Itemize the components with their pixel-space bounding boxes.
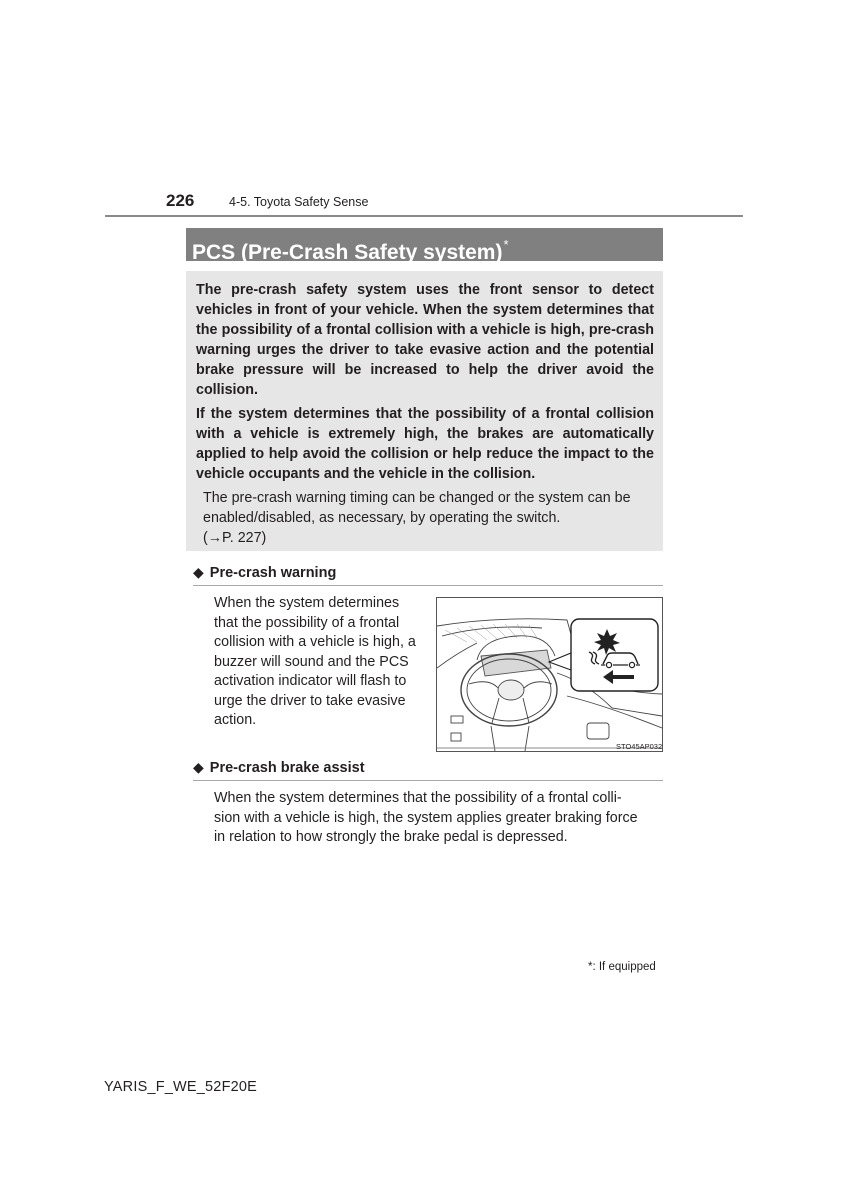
pre-crash-warning-text	[214, 594, 424, 731]
text-line: in relation to how strongly the brake pedal is depressed.	[214, 829, 568, 845]
text-line: that the possibility of a frontal	[214, 614, 400, 631]
text-line: action.	[214, 712, 257, 728]
text-line: When the system determines	[214, 595, 400, 611]
intro-note-line: enabled/disabled, as necessary, by operating the switch.	[203, 510, 561, 526]
text-line: urge the driver to take evasive	[214, 692, 406, 709]
section-title-text: PCS (Pre-Crash Safety system)	[192, 241, 503, 264]
figure-code: STO45AP032	[616, 742, 663, 751]
subheading-text: Pre-crash warning	[209, 565, 337, 581]
subheading-pre-crash-warning	[193, 564, 663, 586]
intro-note-line: The pre-crash warning timing can be changed or the system can be	[203, 490, 631, 506]
text-line: sion with a vehicle is high, the system applies greater braking force	[214, 809, 638, 826]
dashboard-illustration	[436, 597, 663, 752]
pre-crash-brake-assist-text	[214, 789, 659, 848]
footnote: *: If equipped	[588, 961, 656, 973]
intro-paragraph-auto-brake: If the system determines that the possibility of a frontal collision with a vehicle is extremely high, the brakes are automatically applied to help avoid the collision or help reduce the impact to the vehicle occupants and the vehicle in the collision.	[196, 406, 654, 482]
diamond-bullet-icon: ◆	[193, 759, 204, 775]
intro-paragraph: The pre-crash safety system uses the front sensor to detect vehicles in front of your vehicle. When the system determines that the possibility of a frontal collision with a vehicle is high, pre-crash warning urges the driver to take evasive action and the potential brake pressure will be increased to help the driver avoid the collision.	[196, 282, 654, 398]
if-equipped-mark: *	[503, 237, 509, 252]
text-line: When the system determines that the possibility of a frontal colli-	[214, 790, 622, 806]
intro-box	[186, 271, 663, 551]
subheading-pre-crash-brake-assist	[193, 759, 663, 781]
page-number: 226	[166, 191, 195, 210]
header-divider	[105, 215, 743, 217]
section-title	[186, 228, 663, 264]
subheading-text: Pre-crash brake assist	[209, 760, 365, 776]
text-line: activation indicator will flash to	[214, 673, 407, 689]
section-reference: 4-5. Toyota Safety Sense	[229, 195, 369, 209]
document-code: YARIS_F_WE_52F20E	[104, 1079, 258, 1095]
text-line: buzzer will sound and the PCS	[214, 653, 409, 670]
page-reference-link[interactable]: (→P. 227)	[203, 530, 267, 546]
text-line: collision with a vehicle is high, a	[214, 634, 416, 650]
intro-note	[203, 488, 654, 548]
diamond-bullet-icon: ◆	[193, 564, 204, 580]
pcs-indicator-callout	[571, 619, 658, 691]
dashboard-drawing	[437, 598, 662, 751]
